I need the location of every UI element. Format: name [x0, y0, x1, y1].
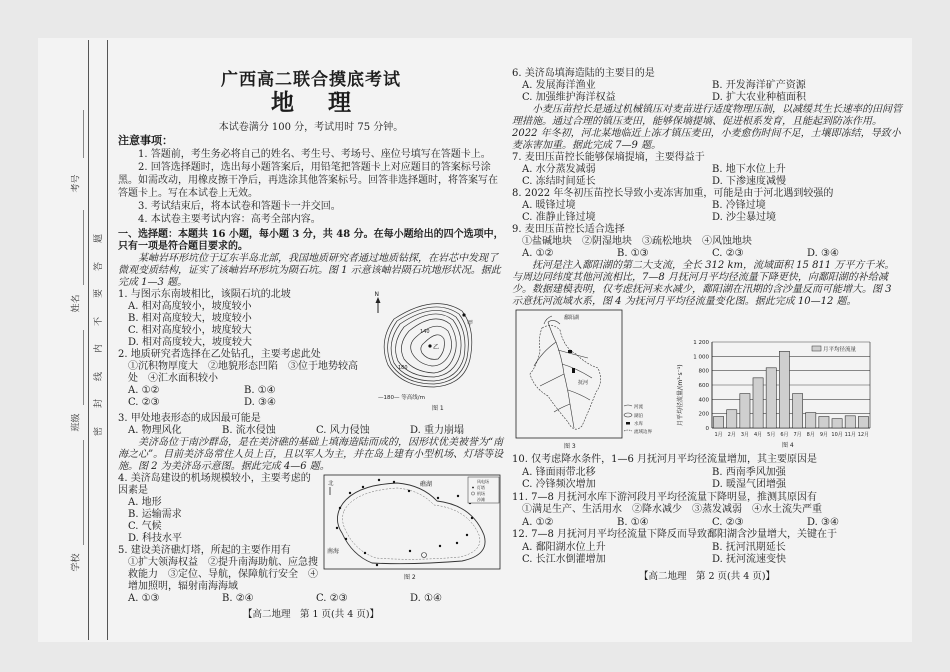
passage-3: 小麦压苗控长是通过机械镇压对麦苗进行适度物理压制，以减缓其生长速率的田间管理措施。通过合理的镇压麦田，能够保墒提墒、促进根系发育，且能起到防冻作用。2022 年冬初，河北某地临近上冻才镇压麦田，小麦愈伤时间不足，土壤即冻结，导致小麦冻害加重。据此完成 7—9 题。 — [512, 104, 902, 151]
answer-option[interactable]: A. 相对高度较小，坡度较小 — [128, 301, 252, 312]
passage-2: 美济岛位于南沙群岛，是在美济礁的基础上填海造陆而成的，因形状优美被誉为“南海之心”。目前美济岛常住人员上百，且以军人为主，并在岛上建有小型机场、灯塔等设施。图 2 为美济岛示意图。据此完成 4—6 题。 — [118, 437, 504, 472]
passage-4: 抚河是注入鄱阳湖的第二大支流，全长 312 km，流域面积 15 811 万平方千米。与周边同纬度其他河流相比，7—8 月抚河月平均径流量下降更快，向鄱阳湖的补给减少。数据建模表明，仅考虑抚河来水减少，鄱阳湖在汛期的含沙量反而可能增大。图 3 示意抚河流域水系，图 4 为抚河月平均径流量变化图。据此完成 10—12 题。 — [512, 260, 895, 307]
contour-legend: —180— 等高线/m — [378, 395, 425, 401]
svg-text:沙滩: 沙滩 — [477, 497, 485, 502]
seal-char: 答 — [94, 261, 105, 271]
question-statements: ①沉积物厚度大 ②地貌形态凹陷 ③位于地势较高处 ④汇水面积较小 — [128, 361, 358, 384]
x-tick-label: 8月 — [806, 432, 815, 438]
answer-option[interactable]: D. ③④ — [807, 248, 839, 259]
question-7 — [512, 152, 902, 188]
lagoon-label: 礁湖 — [420, 481, 433, 488]
label-yi: 乙 — [433, 344, 440, 351]
field-school: 学校 — [71, 553, 82, 572]
legend-label: 月平均径流量 — [823, 347, 857, 353]
question-statements: ①扩大领海权益 ②提升南海助航、应急搜救能力 ③定位、导航，保障航行安全 ④增加照明，辐射南海海域 — [128, 557, 318, 592]
x-tick-label: 9月 — [819, 432, 829, 438]
x-tick-label: 12月 — [857, 432, 870, 438]
answer-option[interactable]: A. 发展海洋渔业 — [522, 80, 596, 91]
passage-1: 某岫岩环形坑位于辽东半岛北部，我国地质研究者通过地质钻探，在岩芯中发现了微观变质结构，证实了该岫岩环形坑为陨石坑。图 1 示意该岫岩陨石坑地形状况。据此完成 1—3 题。 — [118, 253, 501, 288]
page-1-column — [118, 70, 504, 621]
notice-item: 4. 本试卷主要考试内容：高考全部内容。 — [138, 214, 321, 225]
contour-value: 180 — [398, 365, 408, 371]
svg-text:机场: 机场 — [477, 491, 485, 496]
notice-item: 2. 回答选择题时，选出每小题答案后，用铅笔把答题卡上对应题目的答案标号涂黑。如需改动，用橡皮擦干净后，再选涂其他答案标号。回答非选择题时，将答案写在答题卡上。写在本试卷上无效。 — [118, 162, 498, 199]
question-statements: ①盐碱地块 ②阴湿地块 ③疏松地块 ④风蚀地块 — [522, 236, 752, 247]
figure-1-contour-map — [364, 289, 504, 413]
figure-2-island-map — [322, 473, 504, 583]
page-footer-1: 【高二地理 第 1 页(共 4 页)】 — [242, 609, 380, 620]
answer-options — [512, 467, 902, 492]
answer-option[interactable]: C. ②③ — [128, 397, 160, 408]
answer-options — [512, 80, 902, 104]
answer-options — [512, 164, 902, 188]
exam-title: 广西高二联合摸底考试 — [221, 70, 401, 90]
answer-option[interactable]: C. ②③ — [316, 593, 348, 604]
svg-text:水库: 水库 — [634, 422, 643, 427]
answer-option[interactable]: A. 物理风化 — [128, 425, 182, 436]
x-tick-label: 6月 — [780, 432, 789, 438]
y-tick-label: 400 — [698, 397, 709, 404]
bar-6月 — [779, 351, 789, 428]
y-tick-label: 200 — [698, 411, 709, 418]
figure-3-legend — [624, 403, 652, 435]
seal-char: 内 — [94, 343, 105, 354]
svg-text:河流: 河流 — [634, 405, 643, 410]
bar-5月 — [766, 368, 776, 428]
answer-option[interactable]: C. 冷锋频次增加 — [522, 479, 596, 490]
answer-option[interactable]: C. 风力侵蚀 — [316, 425, 370, 436]
figure-2-caption: 图 2 — [404, 574, 416, 581]
north-arrow — [375, 291, 381, 313]
section-heading: 一、选择题：本题共 16 小题，每小题 3 分，共 48 分。在每小题给出的四个选项中，只有一项是符合题目要求的。 — [118, 229, 504, 252]
svg-text:N: N — [374, 291, 379, 298]
answer-option[interactable]: B. 流水侵蚀 — [222, 425, 276, 436]
answer-option[interactable]: C. ②③ — [712, 516, 744, 528]
bar-11月 — [845, 416, 855, 428]
answer-options — [118, 593, 504, 605]
seal-char: 题 — [94, 233, 105, 244]
chart-caption: 图 4 — [782, 442, 794, 449]
seal-char: 要 — [94, 288, 105, 299]
reservoir-icon — [568, 350, 572, 353]
answer-option[interactable]: C. 准静止锋过境 — [522, 212, 596, 223]
bar-8月 — [806, 413, 816, 428]
answer-option[interactable]: D. ③④ — [807, 516, 839, 528]
question-stem: 12. 7—8 月抚河月平均径流量下降反而导致鄱阳湖含沙量增大，关键在于 — [512, 529, 837, 540]
question-8 — [512, 188, 902, 224]
bar-4月 — [753, 378, 763, 428]
figure-3-river-basin-map — [512, 308, 662, 453]
notice-item: 3. 考试结束后，将本试卷和答题卡一并交回。 — [138, 201, 341, 212]
question-stem: 9. 麦田压苗控长适合选择 — [512, 224, 625, 235]
answer-option[interactable]: B. 地下水位上升 — [712, 164, 786, 175]
notice-item: 1. 答题前，考生务必将自己的姓名、考生号、考场号、座位号填写在答题卡上。 — [138, 149, 491, 160]
answer-option[interactable]: B. 运输需求 — [128, 509, 182, 520]
question-stem: 2. 地质研究者选择在乙处钻孔，主要考虑此处 — [118, 349, 321, 360]
answer-option[interactable]: A. ①② — [522, 248, 554, 259]
answer-options — [118, 497, 318, 545]
answer-options — [118, 301, 360, 349]
question-statements: ①满足生产、生活用水 ②降水减少 ③蒸发减弱 ④水土流失严重 — [522, 504, 822, 515]
question-stem: 4. 美济岛建设的机场规模较小，主要考虑的因素是 — [118, 473, 311, 496]
svg-text:灯塔: 灯塔 — [477, 485, 485, 490]
binding-line — [88, 40, 89, 640]
answer-option[interactable]: A. ①③ — [128, 593, 160, 604]
seal-char: 线 — [94, 371, 105, 381]
lake-label: 鄱阳湖 — [564, 315, 580, 321]
answer-option[interactable]: B. 冷锋过境 — [712, 200, 766, 211]
answer-option[interactable]: B. ①④ — [244, 385, 276, 396]
answer-option[interactable]: D. 沙尘暴过境 — [712, 212, 777, 223]
exam-meta: 本试卷满分 100 分，考试用时 75 分钟。 — [218, 122, 404, 133]
binding-line — [107, 40, 108, 640]
figure-3-caption: 图 3 — [564, 443, 576, 450]
answer-option[interactable]: C. 相对高度较小，坡度较大 — [128, 325, 252, 336]
answer-option[interactable]: C. 冻结时间延长 — [522, 176, 596, 187]
seal-char: 不 — [94, 316, 105, 326]
answer-option[interactable]: A. 锋面雨带北移 — [522, 466, 596, 478]
river-lines — [534, 316, 592, 428]
bar-9月 — [819, 417, 829, 428]
field-underline — [83, 440, 84, 545]
x-tick-label: 11月 — [844, 432, 856, 438]
answer-option[interactable]: A. ①② — [128, 385, 160, 396]
question-12 — [512, 529, 902, 567]
question-stem: 5. 建设美济礁灯塔，所起的主要作用有 — [118, 545, 291, 556]
contour-value: 140 — [420, 329, 430, 335]
answer-option[interactable]: B. ①③ — [617, 248, 649, 259]
figure-1-caption: 图 1 — [432, 405, 444, 412]
question-11 — [512, 492, 902, 530]
field-underline — [83, 330, 84, 405]
question-stem: 11. 7—8 月抚河水库下游河段月平均径流量下降明显，推测其原因有 — [512, 491, 817, 503]
answer-option[interactable]: C. 长江水倒灌增加 — [522, 554, 606, 565]
question-10 — [512, 454, 902, 492]
answer-option[interactable]: D. 扩大农业种植面积 — [712, 92, 807, 103]
answer-option[interactable]: B. 相对高度较大，坡度较小 — [128, 313, 252, 324]
x-tick-label: 3月 — [740, 432, 750, 438]
question-stem: 10. 仅考虑降水条件，1—6 月抚河月平均径流量增加，其主要原因是 — [512, 454, 817, 465]
answer-option[interactable]: D. 相对高度较大，坡度较大 — [128, 337, 253, 348]
basin-boundary — [530, 325, 601, 429]
seal-char: 封 — [94, 398, 105, 409]
reservoir-icon — [572, 368, 575, 373]
x-tick-label: 5月 — [767, 432, 776, 438]
question-9 — [512, 224, 902, 260]
subject-title: 地理 — [271, 89, 385, 116]
bar-1月 — [714, 417, 724, 428]
y-tick-label: 800 — [698, 368, 709, 375]
svg-text:风电场: 风电场 — [477, 479, 489, 484]
field-underline — [83, 110, 84, 158]
notice-heading: 注意事项： — [118, 134, 173, 147]
legend-swatch — [812, 346, 821, 351]
notice-list — [118, 148, 504, 226]
answer-option[interactable]: A. ①② — [522, 516, 554, 528]
seal-char: 密 — [94, 426, 105, 436]
answer-option[interactable]: D. 科技水平 — [128, 533, 183, 544]
svg-text:流域边界: 流域边界 — [634, 430, 652, 435]
sea-label: 南海 — [327, 548, 340, 555]
answer-option[interactable]: C. 气候 — [128, 521, 162, 532]
svg-text:湖泊: 湖泊 — [634, 414, 643, 419]
bar-7月 — [793, 394, 803, 428]
bar-3月 — [740, 394, 750, 428]
answer-option[interactable]: D. 重力崩塌 — [410, 425, 465, 436]
page-2-column — [512, 68, 902, 583]
question-3 — [118, 413, 504, 437]
answer-option[interactable]: A. 水分蒸发减弱 — [522, 164, 596, 175]
field-name: 姓名 — [71, 294, 82, 313]
label-jia: 甲 — [467, 320, 474, 327]
x-tick-label: 1月 — [714, 432, 723, 438]
figure-4-runoff-chart — [670, 330, 892, 450]
field-class: 班级 — [71, 413, 82, 432]
answer-option[interactable]: D. ①④ — [410, 593, 442, 604]
field-exam-number: 考号 — [71, 174, 82, 193]
airport-icon — [422, 553, 427, 558]
answer-option[interactable]: D. 暖湿气团增强 — [712, 479, 787, 490]
answer-option[interactable]: C. 加强维护海洋权益 — [522, 92, 616, 103]
answer-options — [118, 385, 360, 409]
bar-10月 — [832, 419, 842, 428]
answer-option[interactable]: D. 下渗速度减慢 — [712, 176, 787, 187]
answer-option[interactable]: B. 开发海洋矿产资源 — [712, 80, 806, 91]
answer-options — [512, 248, 902, 260]
answer-options — [512, 517, 902, 530]
chart-ylabel: 月平均径流量/(m³·s⁻¹) — [677, 364, 684, 426]
river-label: 抚河 — [578, 380, 589, 386]
y-tick-label: 1 000 — [693, 354, 709, 361]
bar-12月 — [858, 417, 868, 428]
answer-options — [512, 200, 902, 224]
x-tick-label: 10月 — [831, 432, 843, 438]
x-tick-label: 2月 — [727, 432, 736, 438]
answer-option[interactable]: A. 地形 — [128, 497, 162, 508]
y-tick-label: 1 200 — [693, 340, 709, 346]
answer-options — [118, 425, 504, 437]
question-stem: 1. 与图示东南坡相比，该陨石坑的北坡 — [118, 289, 291, 300]
answer-option[interactable]: C. ②③ — [712, 248, 744, 259]
question-stem: 6. 美济岛填海造陆的主要目的是 — [512, 68, 655, 79]
answer-options — [512, 542, 902, 567]
question-stem: 3. 甲处地表形态的成因最可能是 — [118, 413, 261, 424]
field-underline — [83, 210, 84, 285]
answer-option[interactable]: D. 抚河流速变快 — [712, 554, 787, 565]
page-footer-2: 【高二地理 第 2 页(共 4 页)】 — [638, 570, 776, 582]
question-stem: 7. 麦田压苗控长能够保墒提墒，主要得益于 — [512, 152, 705, 163]
answer-option[interactable]: B. 抚河汛期延长 — [712, 541, 786, 553]
contour-lines — [384, 304, 472, 387]
answer-option[interactable]: A. 鄱阳湖水位上升 — [522, 541, 606, 553]
bar-2月 — [727, 410, 737, 428]
north-label: 北 — [328, 481, 334, 487]
question-stem: 8. 2022 年冬初压苗控长导致小麦冻害加重，可能是由于河北遇到较强的 — [512, 188, 834, 199]
figures-row — [512, 308, 902, 454]
y-tick-label: 600 — [698, 383, 709, 389]
answer-option[interactable]: B. 西南季风加强 — [712, 466, 786, 478]
answer-option[interactable]: D. ③④ — [244, 397, 276, 408]
x-tick-label: 7月 — [793, 432, 802, 438]
answer-option[interactable]: B. ①④ — [617, 516, 649, 528]
x-tick-label: 4月 — [753, 432, 763, 438]
question-6 — [512, 68, 902, 104]
y-tick-label: 0 — [705, 426, 709, 432]
answer-option[interactable]: B. ②④ — [222, 593, 254, 604]
answer-option[interactable]: A. 暖锋过境 — [522, 200, 576, 211]
